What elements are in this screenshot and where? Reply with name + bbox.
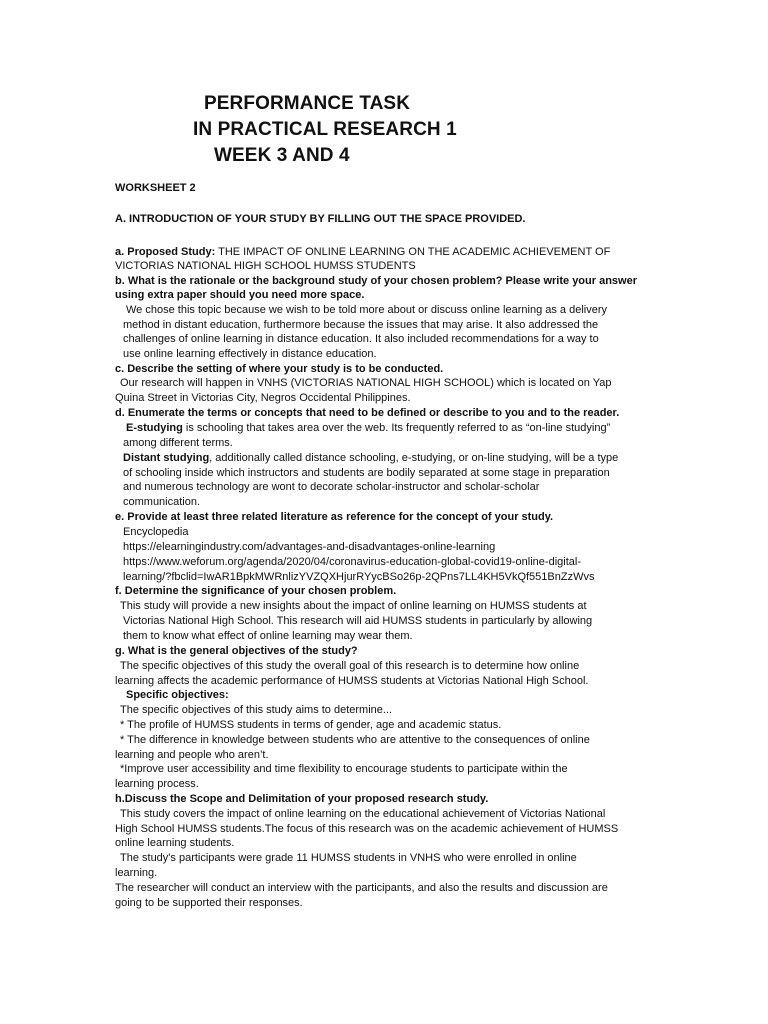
answer-line: We chose this topic because we wish to be told more about or discuss online learning as a delivery (126, 304, 608, 316)
answer-line: This study will provide a new insights about the impact of online learning on HUMSS students at (120, 600, 587, 612)
answer-line: High School HUMSS students.The focus of this research was on the academic achievement of HUMSS (115, 823, 619, 835)
answer-line: The specific objectives of this study aims to determine... (120, 704, 393, 716)
title-line-2: IN PRACTICAL RESEARCH 1 (193, 119, 457, 140)
answer-line: VICTORIAS NATIONAL HIGH SCHOOL HUMSS STUDENTS (115, 260, 416, 272)
term-e-studying (126, 421, 610, 435)
answer-line: online learning students. (115, 837, 235, 849)
specific-objectives-heading: Specific objectives: (126, 689, 229, 701)
section-a-heading: A. INTRODUCTION OF YOUR STUDY BY FILLING OUT THE SPACE PROVIDED. (115, 213, 526, 225)
answer-line: of schooling inside which instructors and students are bodily separated at some stage in preparation (123, 467, 610, 479)
answer-line: learning and people who aren’t. (115, 749, 269, 761)
question-a: a. Proposed Study: (115, 246, 216, 258)
title-line-1: PERFORMANCE TASK (204, 93, 411, 114)
answer-line: learning affects the academic performance of HUMSS students at Victorias National High School. (115, 675, 589, 687)
question-d: d. Enumerate the terms or concepts that need to be defined or describe to you and to the reader. (115, 407, 620, 419)
reference-link-cont: learning/?fbclid=IwAR1BpkMWRnlizYVZQXHjurRYycBSo26p-2QPns7LL4KH5VkQf551BnZzWvs (123, 571, 595, 583)
term-definition: is schooling that takes area over the web. Its frequently referred to as “on-line studying” (182, 422, 611, 434)
objective-item: * The profile of HUMSS students in terms of gender, age and academic status. (120, 719, 502, 731)
answer-line: Encyclopedia (123, 526, 189, 538)
answer-line: This study covers the impact of online learning on the educational achievement of Victorias National (120, 808, 606, 820)
term-label: Distant studying (123, 452, 210, 464)
answer-text: THE IMPACT OF ONLINE LEARNING ON THE ACADEMIC ACHIEVEMENT OF (215, 246, 611, 258)
answer-line: learning process. (115, 778, 199, 790)
answer-line: The specific objectives of this study the overall goal of this research is to determine how online (120, 660, 580, 672)
question-b-cont: using extra paper should you need more space. (115, 289, 365, 301)
term-label: E-studying (126, 422, 183, 434)
answer-line: Victorias National High School. This research will aid HUMSS students in particularly by allowing (123, 615, 593, 627)
answer-line: challenges of online learning in distance education. It also included recommendations for a way to (123, 333, 599, 345)
question-h: h.Discuss the Scope and Delimitation of your proposed research study. (115, 793, 489, 805)
answer-line: learning. (115, 867, 158, 879)
answer-line: method in distant education, furthermore because the issues that may arise. It also addressed the (123, 319, 599, 331)
title-line-3: WEEK 3 AND 4 (214, 145, 350, 166)
answer-line: communication. (123, 496, 201, 508)
question-e: e. Provide at least three related literature as reference for the concept of your study. (115, 511, 554, 523)
question-c: c. Describe the setting of where your study is to be conducted. (115, 363, 444, 375)
reference-link: https://elearningindustry.com/advantages-and-disadvantages-online-learning (123, 541, 496, 553)
answer-line: going to be supported their responses. (115, 897, 303, 909)
term-distant-studying (123, 451, 618, 465)
objective-item: * The difference in knowledge between students who are attentive to the consequences of online (120, 734, 590, 746)
answer-line: The study's participants were grade 11 HUMSS students in VNHS who were enrolled in online (120, 852, 577, 864)
question-b: b. What is the rationale or the background study of your chosen problem? Please write your answer (115, 275, 637, 287)
answer-line: use online learning effectively in distance education. (123, 348, 377, 360)
objective-item: *Improve user accessibility and time flexibility to encourage students to participate within the (120, 763, 568, 775)
answer-line: Our research will happen in VNHS (VICTORIAS NATIONAL HIGH SCHOOL) which is located on Yap (120, 377, 612, 389)
answer-line: them to know what effect of online learning may wear them. (123, 630, 413, 642)
answer-line: Quina Street in Victorias City, Negros Occidental Philippines. (115, 392, 411, 404)
worksheet-label: WORKSHEET 2 (115, 182, 196, 194)
answer-line: The researcher will conduct an interview with the participants, and also the results and discussion are (115, 882, 608, 894)
question-f: f. Determine the significance of your chosen problem. (115, 585, 397, 597)
reference-link: https://www.weforum.org/agenda/2020/04/coronavirus-education-global-covid19-online-digital- (123, 556, 581, 568)
answer-line: and numerous technology are wont to decorate scholar-instructor and scholar-scholar (123, 481, 540, 493)
question-g: g. What is the general objectives of the study? (115, 645, 358, 657)
answer-line: among different terms. (123, 437, 233, 449)
term-definition: , additionally called distance schooling, e-studying, or on-line studying, will be a type (209, 452, 619, 464)
proposed-study (115, 245, 610, 259)
